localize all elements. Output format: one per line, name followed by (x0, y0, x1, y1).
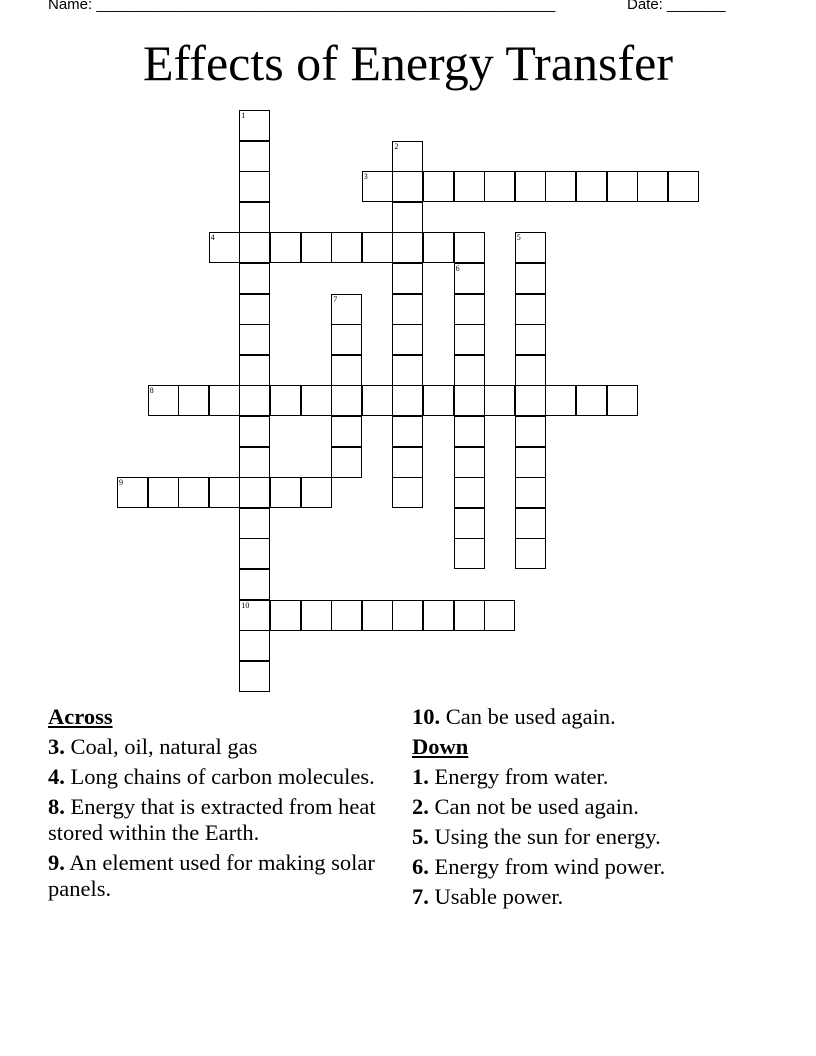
crossword-cell[interactable] (515, 232, 546, 263)
cell-number: 5 (516, 233, 521, 243)
crossword-cell[interactable] (454, 232, 485, 263)
crossword-cell[interactable] (209, 385, 240, 416)
cell-number: 6 (455, 264, 460, 273)
clue-number: 4. (48, 764, 65, 789)
clue-text: Coal, oil, natural gas (70, 734, 258, 759)
clue-number: 7. (412, 884, 429, 909)
clue-number: 8. (48, 794, 65, 819)
crossword-cell[interactable] (117, 477, 148, 508)
crossword-cell[interactable] (270, 385, 301, 416)
crossword-cell[interactable] (454, 263, 485, 294)
crossword-cell[interactable] (392, 202, 423, 233)
crossword-cell[interactable] (239, 508, 270, 539)
crossword-cell[interactable] (392, 447, 423, 478)
crossword-cell[interactable] (331, 324, 362, 355)
crossword-cell[interactable] (239, 538, 270, 569)
crossword-cell[interactable] (392, 141, 423, 172)
crossword-cell[interactable] (607, 385, 638, 416)
crossword-cell[interactable] (392, 477, 423, 508)
crossword-cell[interactable] (239, 202, 270, 233)
crossword-cell[interactable] (331, 294, 362, 325)
cell-number: 1 (241, 111, 246, 120)
crossword-cell[interactable] (239, 600, 270, 631)
crossword-cell[interactable] (301, 477, 332, 508)
crossword-cell[interactable] (331, 355, 362, 386)
crossword-cell[interactable] (392, 171, 423, 202)
crossword-cell[interactable] (239, 661, 270, 692)
crossword-cell[interactable] (545, 385, 576, 416)
crossword-cell[interactable] (362, 385, 393, 416)
page-title: Effects of Energy Transfer (143, 35, 673, 91)
crossword-cell[interactable] (392, 416, 423, 447)
crossword-cell[interactable] (392, 600, 423, 631)
crossword-cell[interactable] (515, 508, 546, 539)
crossword-cell[interactable] (331, 447, 362, 478)
crossword-cell[interactable] (178, 385, 209, 416)
down-clue-5 (412, 824, 792, 850)
crossword-cell[interactable] (423, 171, 454, 202)
down-clue-7 (412, 884, 792, 910)
crossword-cell[interactable] (239, 324, 270, 355)
crossword-cell[interactable] (239, 294, 270, 325)
cell-number: 7 (333, 294, 338, 304)
clue-text: Energy that is extracted from heat stored within the Earth. (48, 794, 376, 845)
crossword-cell[interactable] (362, 600, 393, 631)
crossword-cell[interactable] (515, 355, 546, 386)
cell-number: 10 (241, 600, 250, 610)
crossword-cell[interactable] (515, 416, 546, 447)
crossword-cell[interactable] (545, 171, 576, 202)
crossword-cell[interactable] (454, 447, 485, 478)
crossword-cell[interactable] (392, 385, 423, 416)
crossword-cell[interactable] (270, 232, 301, 263)
crossword-cell[interactable] (392, 294, 423, 325)
clue-number: 10. (412, 704, 441, 729)
crossword-cell[interactable] (454, 385, 485, 416)
crossword-cell[interactable] (637, 171, 668, 202)
crossword-cell[interactable] (454, 171, 485, 202)
crossword-cell[interactable] (454, 416, 485, 447)
crossword-cell[interactable] (301, 385, 332, 416)
crossword-cell[interactable] (209, 232, 240, 263)
crossword-cell[interactable] (239, 447, 270, 478)
cell-number: 3 (363, 172, 368, 182)
cell-number: 8 (149, 386, 154, 396)
crossword-cell[interactable] (331, 385, 362, 416)
clue-number: 1. (412, 764, 429, 789)
across-clue-8 (48, 794, 378, 846)
crossword-cell[interactable] (331, 600, 362, 631)
down-clue-2 (412, 794, 792, 820)
crossword-cell[interactable] (301, 232, 332, 263)
crossword-cell[interactable] (515, 538, 546, 569)
crossword-cell[interactable] (454, 294, 485, 325)
clues-left-column (48, 704, 378, 906)
clue-text: Usable power. (434, 884, 564, 909)
across-clue-4 (48, 764, 378, 790)
across-heading: Across (48, 704, 113, 729)
crossword-cell[interactable] (148, 477, 179, 508)
crossword-cell[interactable] (484, 171, 515, 202)
date-field-line: Date: _______ (627, 0, 726, 13)
crossword-cell[interactable] (270, 477, 301, 508)
crossword-cell[interactable] (423, 600, 454, 631)
clue-number: 3. (48, 734, 65, 759)
crossword-cell[interactable] (515, 263, 546, 294)
crossword-cell[interactable] (484, 385, 515, 416)
down-clue-1 (412, 764, 792, 790)
down-heading: Down (412, 734, 469, 759)
crossword-cell[interactable] (239, 263, 270, 294)
clue-text: Energy from water. (434, 764, 609, 789)
across-clue-3 (48, 734, 378, 760)
clue-text: Long chains of carbon molecules. (70, 764, 375, 789)
crossword-cell[interactable] (454, 600, 485, 631)
crossword-cell[interactable] (423, 385, 454, 416)
crossword-cell[interactable] (239, 416, 270, 447)
crossword-cell[interactable] (515, 447, 546, 478)
crossword-cell[interactable] (668, 171, 699, 202)
crossword-cell[interactable] (239, 385, 270, 416)
crossword-cell[interactable] (454, 477, 485, 508)
across-clue-10 (412, 704, 792, 730)
clue-text: Can not be used again. (434, 794, 639, 819)
crossword-cell[interactable] (239, 355, 270, 386)
crossword-cell[interactable] (515, 477, 546, 508)
crossword-cell[interactable] (362, 232, 393, 263)
cell-number: 9 (119, 478, 123, 488)
crossword-cell[interactable] (392, 355, 423, 386)
crossword-cell[interactable] (392, 263, 423, 294)
crossword-cell[interactable] (423, 232, 454, 263)
name-field-line: Name: _______________________________________________________ (48, 0, 556, 13)
crossword-cell[interactable] (331, 232, 362, 263)
crossword-cell[interactable] (607, 171, 638, 202)
crossword-cell[interactable] (239, 569, 270, 600)
crossword-cell[interactable] (331, 416, 362, 447)
crossword-cell[interactable] (454, 355, 485, 386)
clue-number: 2. (412, 794, 429, 819)
clues-right-column (412, 704, 792, 914)
clue-text: Using the sun for energy. (434, 824, 661, 849)
crossword-cell[interactable] (239, 141, 270, 172)
clue-number: 9. (48, 850, 65, 875)
clue-number: 6. (412, 854, 429, 879)
crossword-cell[interactable] (239, 110, 270, 141)
crossword-cell[interactable] (239, 171, 270, 202)
crossword-cell[interactable] (454, 538, 485, 569)
crossword-cell[interactable] (484, 600, 515, 631)
crossword-cell[interactable] (515, 294, 546, 325)
clue-text: Can be used again. (445, 704, 616, 729)
cell-number: 2 (394, 141, 399, 151)
crossword-cell[interactable] (239, 477, 270, 508)
crossword-cell[interactable] (576, 385, 607, 416)
crossword-cell[interactable] (301, 600, 332, 631)
crossword-cell[interactable] (178, 477, 209, 508)
crossword-cell[interactable] (148, 385, 179, 416)
cell-number: 4 (210, 233, 215, 243)
crossword-cell[interactable] (239, 630, 270, 661)
crossword-cell[interactable] (239, 232, 270, 263)
clue-text: An element used for making solar panels. (48, 850, 375, 901)
crossword-cell[interactable] (515, 324, 546, 355)
clue-number: 5. (412, 824, 429, 849)
crossword-cell[interactable] (392, 324, 423, 355)
down-clue-6 (412, 854, 792, 880)
across-clue-9 (48, 850, 378, 902)
crossword-cell[interactable] (209, 477, 240, 508)
crossword-cell[interactable] (362, 171, 393, 202)
crossword-cell[interactable] (576, 171, 607, 202)
crossword-cell[interactable] (454, 508, 485, 539)
crossword-cell[interactable] (515, 385, 546, 416)
clue-text: Energy from wind power. (434, 854, 666, 879)
crossword-cell[interactable] (454, 324, 485, 355)
crossword-cell[interactable] (515, 171, 546, 202)
crossword-cell[interactable] (392, 232, 423, 263)
crossword-cell[interactable] (270, 600, 301, 631)
